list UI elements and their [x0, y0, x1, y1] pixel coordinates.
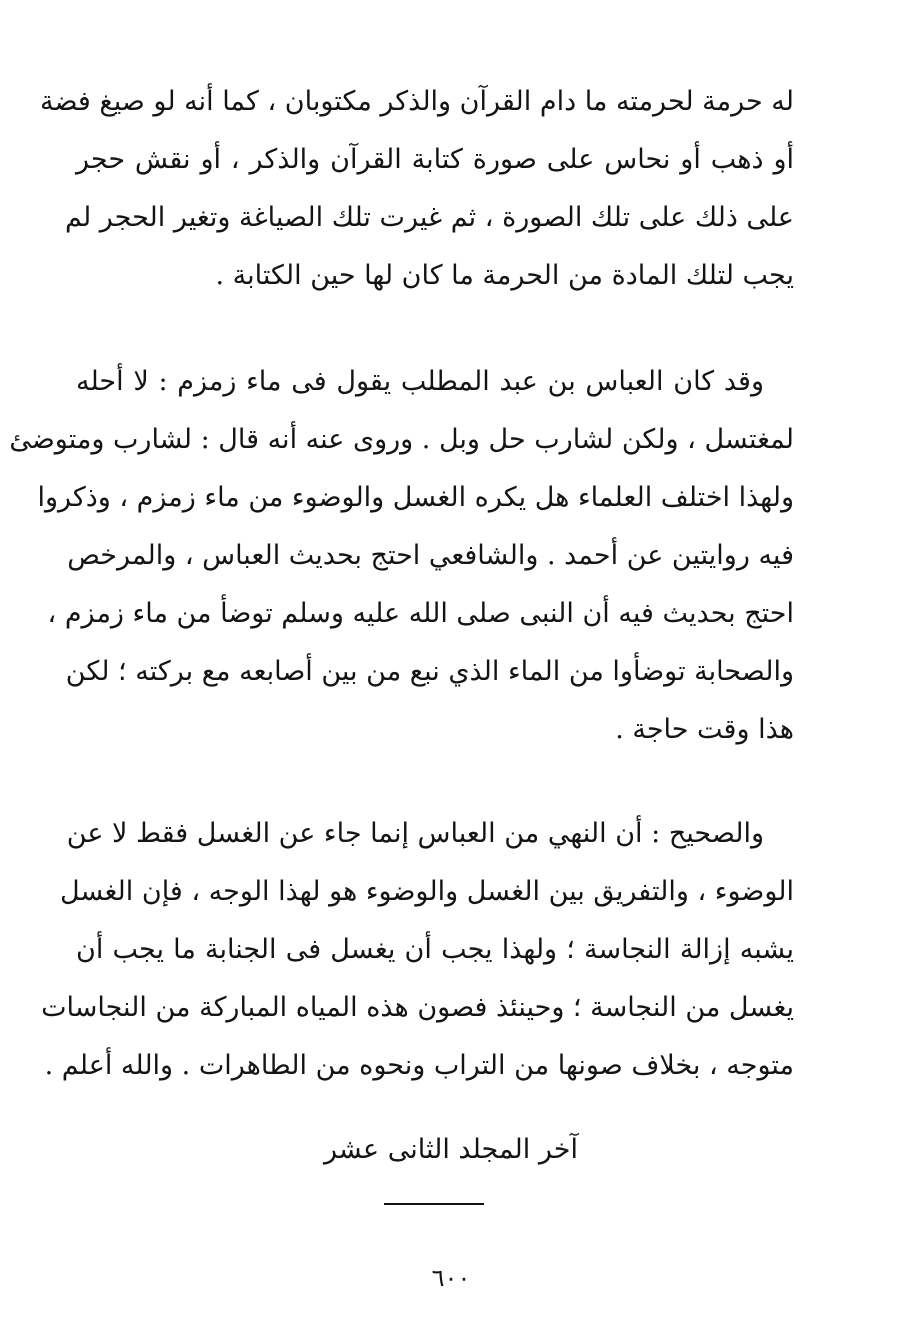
text-line: له حرمة لحرمته ما دام القرآن والذكر مكتوبان ، كما أنه لو صيغ فضة [39, 86, 794, 117]
volume-end-note: آخر المجلد الثانى عشر [324, 1134, 578, 1165]
text-line: يشبه إزالة النجاسة ؛ ولهذا يجب أن يغسل فى الجنابة ما يجب أن [76, 934, 794, 965]
text-line: والصحيح : أن النهي من العباس إنما جاء عن الغسل فقط لا عن [66, 818, 764, 849]
text-line: وقد كان العباس بن عبد المطلب يقول فى ماء زمزم : لا أحله [76, 366, 764, 397]
text-line: أو ذهب أو نحاس على صورة كتابة القرآن والذكر ، أو نقش حجر [76, 144, 794, 175]
text-line: يغسل من النجاسة ؛ وحينئذ فصون هذه المياه المباركة من النجاسات [41, 992, 794, 1023]
text-line: هذا وقت حاجة . [615, 714, 794, 745]
paragraph-2 [9, 353, 794, 759]
text-line: متوجه ، بخلاف صونها من التراب ونحوه من الطاهرات . والله أعلم . [44, 1050, 794, 1081]
paragraph-1 [39, 73, 794, 305]
paragraph-3 [41, 805, 794, 1095]
text-line: يجب لتلك المادة من الحرمة ما كان لها حين الكتابة . [215, 260, 794, 291]
text-line: الوضوء ، والتفريق بين الغسل والوضوء هو لهذا الوجه ، فإن الغسل [60, 876, 794, 907]
text-line: احتج بحديث فيه أن النبى صلى الله عليه وسلم توضأ من ماء زمزم ، [47, 598, 794, 629]
page-number: ٦٠٠ [431, 1264, 471, 1292]
text-line: على ذلك على تلك الصورة ، ثم غيرت تلك الصياغة وتغير الحجر لم [65, 202, 794, 233]
text-line: لمغتسل ، ولكن لشارب حل وبل . وروى عنه أنه قال : لشارب ومتوضئ [9, 424, 794, 455]
text-line: ولهذا اختلف العلماء هل يكره الغسل والوضوء من ماء زمزم ، وذكروا [37, 482, 794, 513]
divider-rule [384, 1203, 484, 1205]
text-line: فيه روايتين عن أحمد . والشافعي احتج بحديث العباس ، والمرخص [67, 540, 794, 571]
text-line: والصحابة توضأوا من الماء الذي نبع من بين أصابعه مع بركته ؛ لكن [65, 656, 794, 687]
